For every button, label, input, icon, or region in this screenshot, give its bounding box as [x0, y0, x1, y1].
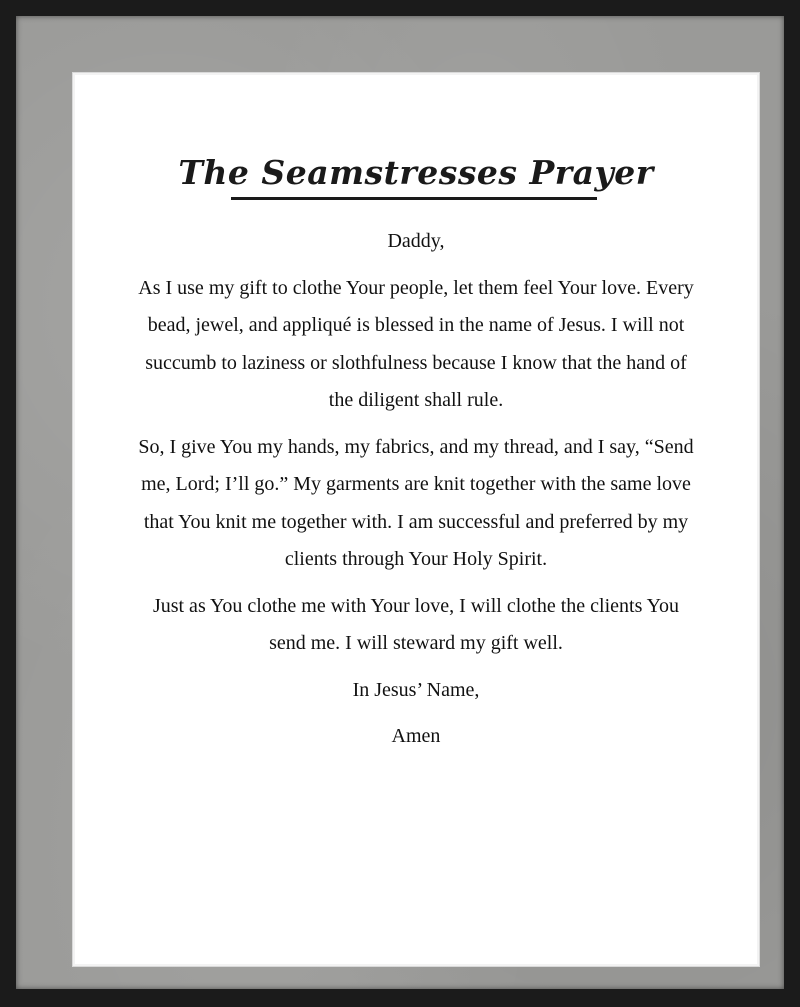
prayer-title: The Seamstresses Prayer — [178, 153, 654, 192]
prayer-body — [135, 223, 697, 765]
title-underline — [231, 197, 597, 200]
paragraph-2: So, I give You my hands, my fabrics, and my thread, and I say, “Send me, Lord; I’ll go.” My garments are knit together with the same love that You knit me together with. I am successful and preferred by my clients through Your Holy Spirit. — [138, 435, 694, 570]
amen: Amen — [391, 725, 441, 747]
paragraph-1: As I use my gift to clothe Your people, let them feel Your love. Every bead, jewel, and appliqué is blessed in the name of Jesus. I will not succumb to laziness or slothfulness because I know that the hand of the diligent shall rule. — [138, 276, 694, 411]
frame-mat — [16, 16, 784, 989]
prayer-page — [73, 73, 759, 966]
closing: In Jesus’ Name, — [352, 678, 480, 701]
salutation: Daddy, — [387, 230, 445, 252]
paragraph-3: Just as You clothe me with Your love, I will clothe the clients You send me. I will steward my gift well. — [152, 594, 680, 654]
